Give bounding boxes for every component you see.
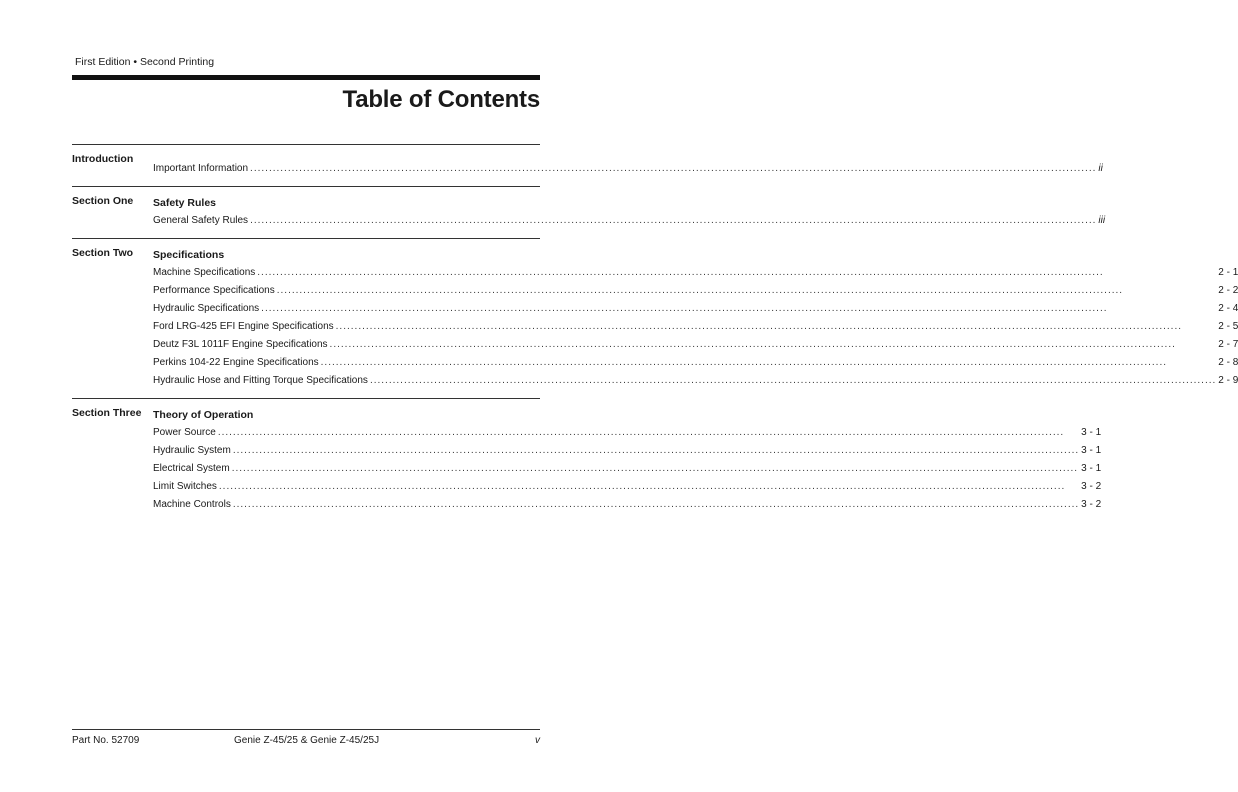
- dot-leader: [233, 442, 1079, 460]
- section-entries: [153, 152, 1103, 178]
- dot-leader: [330, 336, 1217, 354]
- toc-entry[interactable]: [153, 212, 1105, 230]
- toc-entry[interactable]: [153, 496, 1101, 514]
- entry-page-number: 2 - 9: [1218, 375, 1238, 386]
- toc-entry[interactable]: [153, 424, 1101, 442]
- toc-section: [72, 398, 1102, 522]
- dot-leader: [336, 318, 1217, 336]
- entry-page-number: 3 - 1: [1081, 427, 1102, 438]
- entry-page-number: ii: [1098, 163, 1103, 174]
- dot-leader: [277, 282, 1217, 300]
- toc-entry[interactable]: [153, 478, 1101, 496]
- section-name: Section Two: [72, 247, 134, 259]
- entry-page-number: 2 - 4: [1218, 303, 1238, 314]
- toc-entry[interactable]: [153, 372, 1238, 390]
- entry-page-number: 3 - 2: [1081, 499, 1102, 510]
- section-entries: [153, 194, 1105, 230]
- table-of-contents: [72, 144, 1238, 522]
- dot-leader: [370, 372, 1216, 390]
- toc-entry[interactable]: [153, 282, 1238, 300]
- entry-page-number: 2 - 7: [1218, 339, 1238, 350]
- entry-page-number: 3 - 1: [1081, 463, 1102, 474]
- section-heading: [153, 152, 1103, 160]
- dot-leader: [232, 460, 1079, 478]
- entry-label: Ford LRG-425 EFI Engine Specifications: [153, 321, 334, 332]
- dot-leader: [233, 496, 1079, 514]
- toc-entry[interactable]: [153, 336, 1238, 354]
- edition-line: First Edition • Second Printing: [75, 56, 215, 68]
- toc-entry[interactable]: [153, 300, 1238, 318]
- footer-model: Genie Z-45/25 & Genie Z-45/25J: [234, 735, 380, 746]
- dot-leader: [218, 424, 1079, 442]
- toc-entry[interactable]: [153, 160, 1103, 178]
- entry-page-number: iii: [1098, 215, 1106, 226]
- section-entries: [153, 246, 1238, 390]
- toc-section: [72, 238, 1238, 398]
- toc-entry[interactable]: [153, 354, 1238, 372]
- entry-page-number: 2 - 2: [1218, 285, 1238, 296]
- page-title: Table of Contents: [342, 86, 540, 113]
- toc-entry[interactable]: [153, 264, 1238, 282]
- entry-page-number: 3 - 1: [1081, 445, 1102, 456]
- section-heading: Specifications: [153, 249, 225, 261]
- section-heading: Theory of Operation: [153, 409, 254, 421]
- entry-page-number: 2 - 1: [1218, 267, 1238, 278]
- entry-label: Deutz F3L 1011F Engine Specifications: [153, 339, 328, 350]
- footer-page-number: v: [535, 735, 540, 746]
- entry-label: Perkins 104-22 Engine Specifications: [153, 357, 319, 368]
- entry-label: Important Information: [153, 163, 249, 174]
- section-name: Section One: [72, 195, 134, 207]
- toc-section: [72, 186, 1106, 238]
- section-name: Introduction: [72, 153, 134, 165]
- toc-section: [72, 144, 1103, 186]
- dot-leader: [257, 264, 1216, 282]
- entry-label: Limit Switches: [153, 481, 217, 492]
- entry-label: Performance Specifications: [153, 285, 275, 296]
- entry-label: Power Source: [153, 427, 216, 438]
- dot-leader: [219, 478, 1079, 496]
- dot-leader: [250, 212, 1096, 230]
- dot-leader: [261, 300, 1216, 318]
- section-entries: [153, 406, 1101, 514]
- entry-label: Hydraulic Specifications: [153, 303, 260, 314]
- entry-label: Machine Specifications: [153, 267, 256, 278]
- toc-entry[interactable]: [153, 460, 1101, 478]
- entry-label: Machine Controls: [153, 499, 231, 510]
- footer-rule: [72, 729, 540, 730]
- entry-label: General Safety Rules: [153, 215, 249, 226]
- section-name: Section Three: [72, 407, 142, 419]
- entry-page-number: 2 - 8: [1218, 357, 1238, 368]
- section-heading: Safety Rules: [153, 197, 217, 209]
- header-rule: [72, 75, 540, 80]
- toc-entry[interactable]: [153, 442, 1101, 460]
- dot-leader: [250, 160, 1096, 178]
- entry-page-number: 2 - 5: [1218, 321, 1238, 332]
- toc-entry[interactable]: [153, 318, 1238, 336]
- footer-part-number: Part No. 52709: [72, 735, 140, 746]
- entry-page-number: 3 - 2: [1081, 481, 1102, 492]
- entry-label: Hydraulic System: [153, 445, 231, 456]
- entry-label: Electrical System: [153, 463, 230, 474]
- dot-leader: [321, 354, 1217, 372]
- entry-label: Hydraulic Hose and Fitting Torque Specifications: [153, 375, 368, 386]
